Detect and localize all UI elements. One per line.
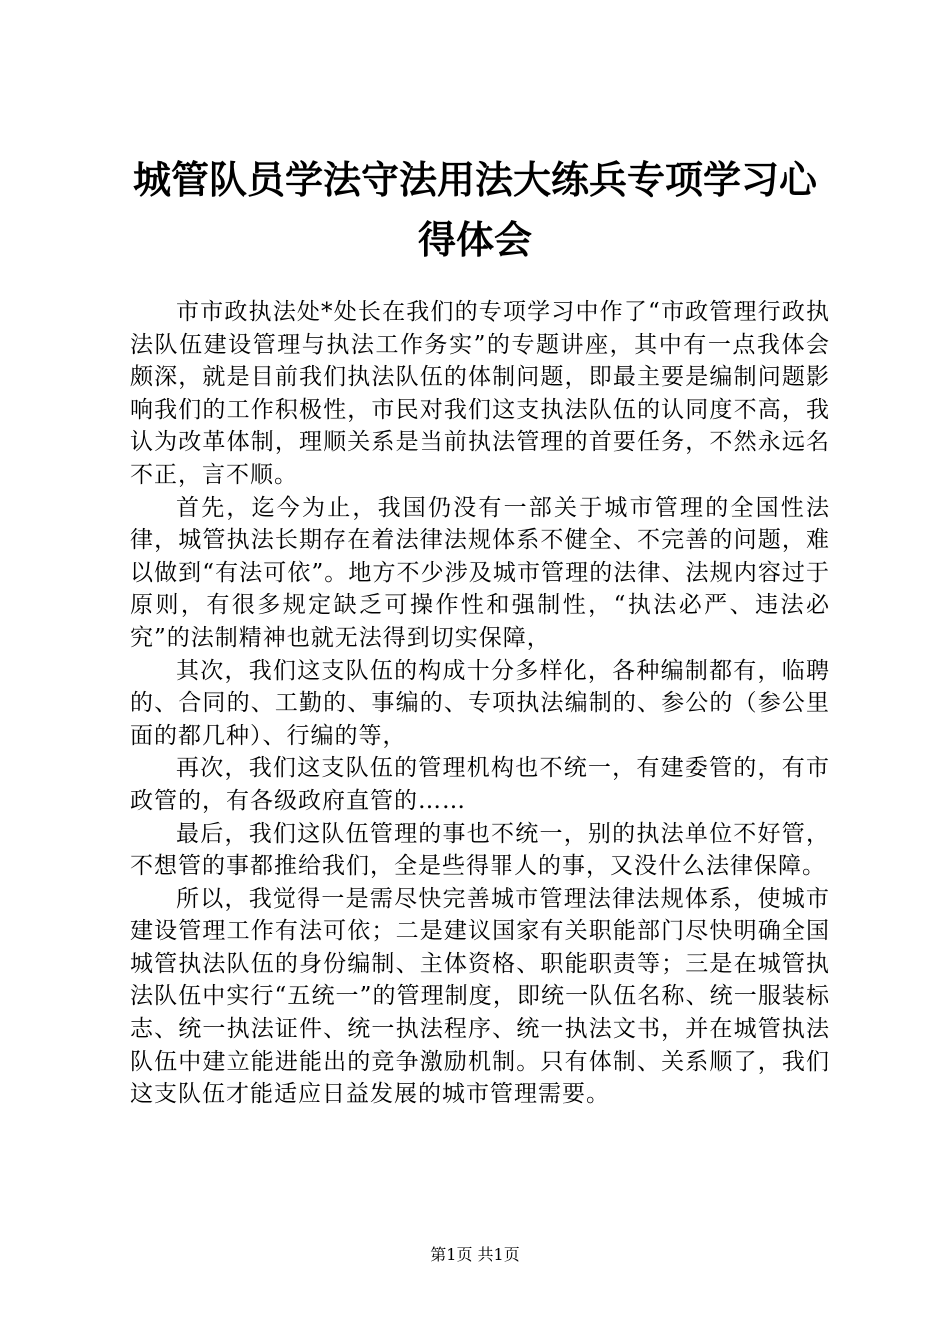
page-footer: 第1页 共1页 [430,1245,520,1264]
paragraph: 市市政执法处*处长在我们的专项学习中作了“市政管理行政执法队伍建设管理与执法工作务实”的专题讲座，其中有一点我体会颇深，就是目前我们执法队伍的体制问题，即最主要是编制问题影响我们的工作积极性，市民对我们这支执法队伍的认同度不高，我认为改革体制，理顺关系是当前执法管理的首要任务，不然永远名不正，言不顺。 [130,299,830,488]
document-title: 城管队员学法守法用法大练兵专项学习心得体会 [132,158,817,262]
paragraph: 首先，迄今为止，我国仍没有一部关于城市管理的全国性法律，城管执法长期存在着法律法规体系不健全、不完善的问题，难以做到“有法可依”。地方不少涉及城市管理的法律、法规内容过于原则，有很多规定缺乏可操作性和强制性，“执法必严、违法必究”的法制精神也就无法得到切实保障， [130,494,830,651]
paragraph: 再次，我们这支队伍的管理机构也不统一，有建委管的，有市政管的，有各级政府直管的…… [130,755,830,814]
paragraph: 其次，我们这支队伍的构成十分多样化，各种编制都有，临聘的、合同的、工勤的、事编的、专项执法编制的、参公的（参公里面的都几种）、行编的等， [130,657,830,749]
document-body [130,296,830,1111]
paragraph: 所以，我觉得一是需尽快完善城市管理法律法规体系，使城市建设管理工作有法可依；二是建议国家有关职能部门尽快明确全国城管执法队伍的身份编制、主体资格、职能职责等；三是在城管执法队伍中实行“五统一”的管理制度，即统一队伍名称、统一服装标志、统一执法证件、统一执法程序、统一执法文书，并在城管执法队伍中建立能进能出的竞争激励机制。只有体制、关系顺了，我们这支队伍才能适应日益发展的城市管理需要。 [130,885,830,1108]
paragraph: 最后，我们这队伍管理的事也不统一，别的执法单位不好管，不想管的事都推给我们，全是些得罪人的事，又没什么法律保障。 [130,820,830,880]
